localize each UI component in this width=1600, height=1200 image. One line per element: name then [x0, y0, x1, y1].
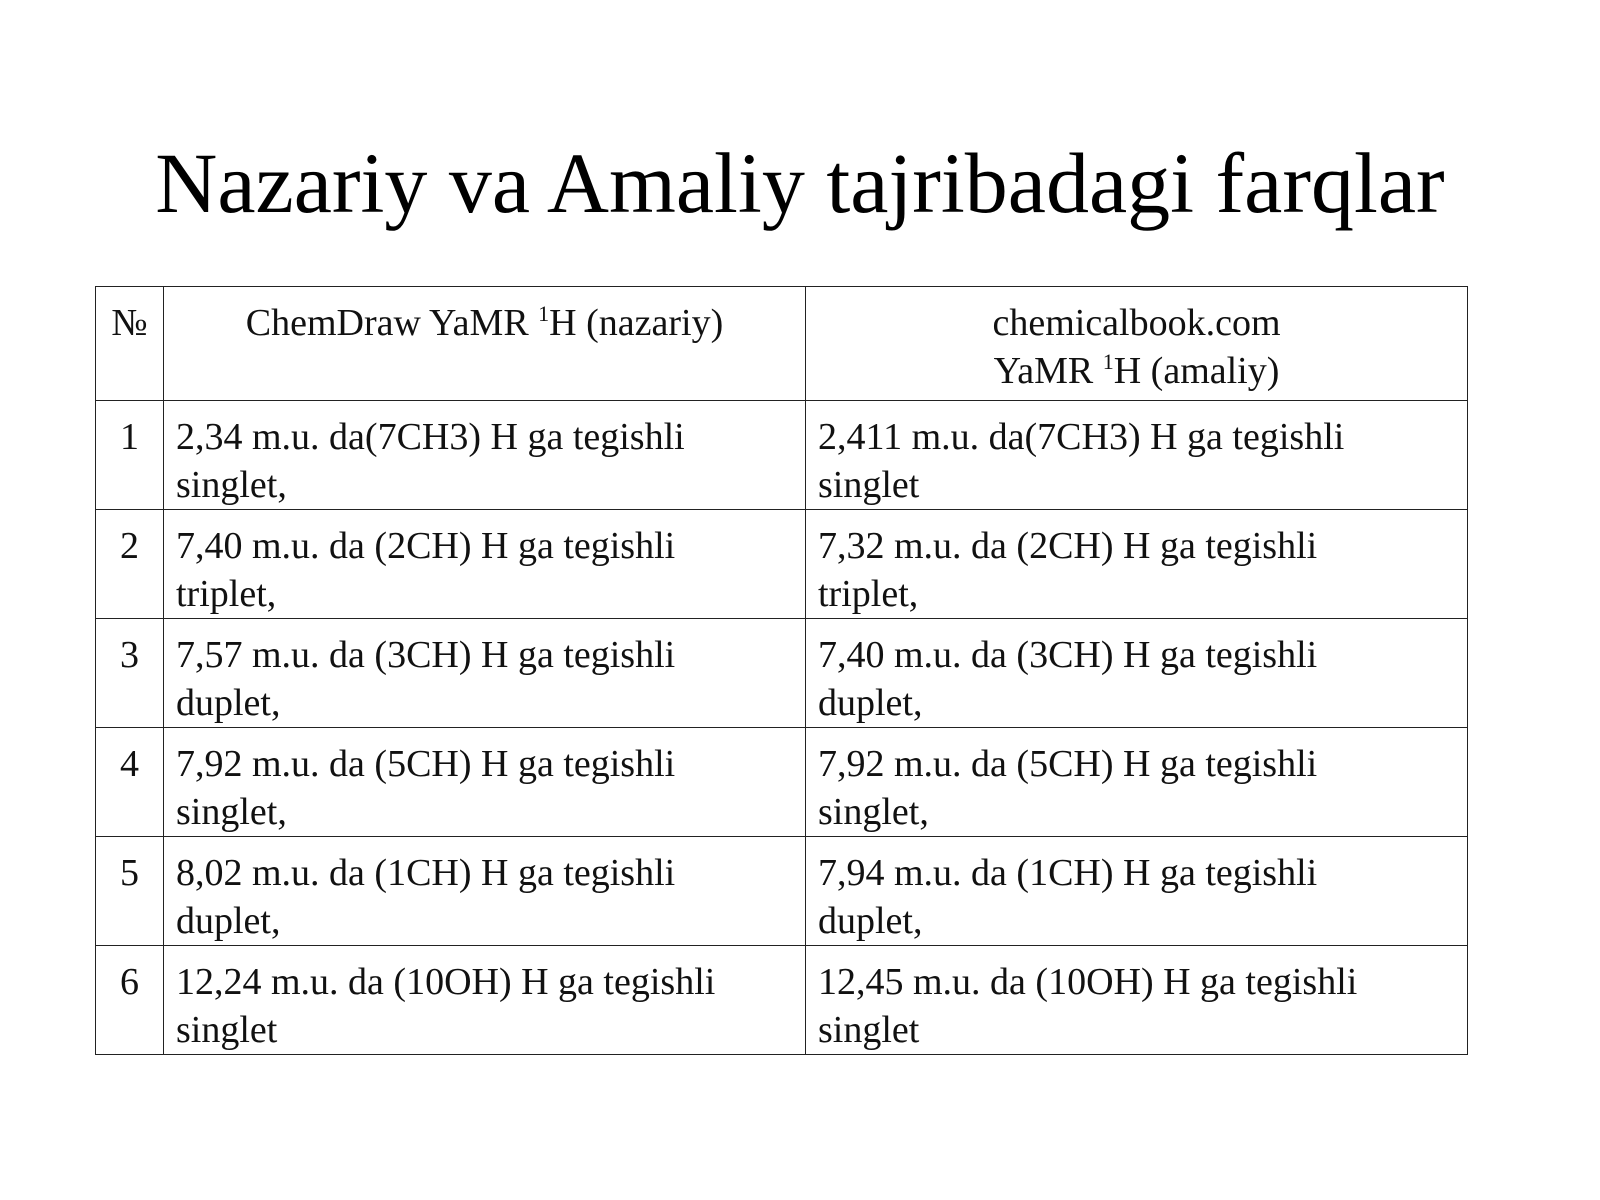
page-title: Nazariy va Amaliy tajribadagi farqlar [155, 135, 1445, 231]
comparison-table [95, 286, 1468, 1055]
actual-cell [806, 728, 1468, 837]
actual-cell [806, 837, 1468, 946]
header-number: № [96, 287, 164, 401]
theory-shift: 7,57 m.u. da (3CH) H ga tegishli [176, 634, 676, 676]
theory-shift: 7,92 m.u. da (5CH) H ga tegishli [176, 743, 676, 785]
actual-cell [806, 946, 1468, 1055]
theory-shift: 2,34 m.u. da(7CH3) H ga tegishli [176, 416, 685, 458]
header-theory-superscript: 1 [538, 301, 550, 326]
actual-multiplicity: singlet [818, 464, 920, 506]
actual-multiplicity: duplet, [818, 682, 923, 724]
theory-cell [164, 510, 806, 619]
row-number: 4 [96, 728, 164, 837]
actual-cell [806, 401, 1468, 510]
theory-multiplicity: singlet [176, 1009, 278, 1051]
theory-cell [164, 401, 806, 510]
header-theory-prefix: ChemDraw YaMR [245, 302, 539, 344]
theory-shift: 12,24 m.u. da (10OH) H ga tegishli [176, 961, 716, 1003]
theory-multiplicity: singlet, [176, 464, 287, 506]
table-row [96, 510, 1468, 619]
header-actual-superscript: 1 [1102, 349, 1114, 374]
actual-multiplicity: singlet, [818, 791, 929, 833]
table-row [96, 619, 1468, 728]
actual-multiplicity: triplet, [818, 573, 919, 615]
header-actual [806, 287, 1468, 401]
table-row [96, 946, 1468, 1055]
table-row [96, 837, 1468, 946]
theory-cell [164, 619, 806, 728]
actual-shift: 7,40 m.u. da (3CH) H ga tegishli [818, 634, 1318, 676]
theory-multiplicity: singlet, [176, 791, 287, 833]
theory-shift: 8,02 m.u. da (1CH) H ga tegishli [176, 852, 676, 894]
theory-multiplicity: duplet, [176, 682, 281, 724]
header-actual-label [818, 347, 1455, 395]
actual-shift: 7,94 m.u. da (1CH) H ga tegishli [818, 852, 1318, 894]
table-header-row [96, 287, 1468, 401]
theory-cell [164, 728, 806, 837]
row-number: 3 [96, 619, 164, 728]
actual-cell [806, 510, 1468, 619]
actual-multiplicity: duplet, [818, 900, 923, 942]
theory-multiplicity: duplet, [176, 900, 281, 942]
theory-shift: 7,40 m.u. da (2CH) H ga tegishli [176, 525, 676, 567]
actual-shift: 7,32 m.u. da (2CH) H ga tegishli [818, 525, 1318, 567]
row-number: 2 [96, 510, 164, 619]
row-number: 6 [96, 946, 164, 1055]
actual-shift: 2,411 m.u. da(7CH3) H ga tegishli [818, 416, 1345, 458]
actual-cell [806, 619, 1468, 728]
actual-shift: 7,92 m.u. da (5CH) H ga tegishli [818, 743, 1318, 785]
row-number: 5 [96, 837, 164, 946]
header-actual-prefix: YaMR [993, 350, 1103, 392]
header-theory [164, 287, 806, 401]
theory-cell [164, 837, 806, 946]
header-actual-suffix: H (amaliy) [1113, 350, 1280, 392]
theory-multiplicity: triplet, [176, 573, 277, 615]
actual-multiplicity: singlet [818, 1009, 920, 1051]
theory-cell [164, 946, 806, 1055]
header-actual-source: chemicalbook.com [992, 302, 1281, 344]
actual-shift: 12,45 m.u. da (10OH) H ga tegishli [818, 961, 1358, 1003]
table-row [96, 401, 1468, 510]
header-theory-suffix: H (nazariy) [549, 302, 724, 344]
row-number: 1 [96, 401, 164, 510]
table-row [96, 728, 1468, 837]
